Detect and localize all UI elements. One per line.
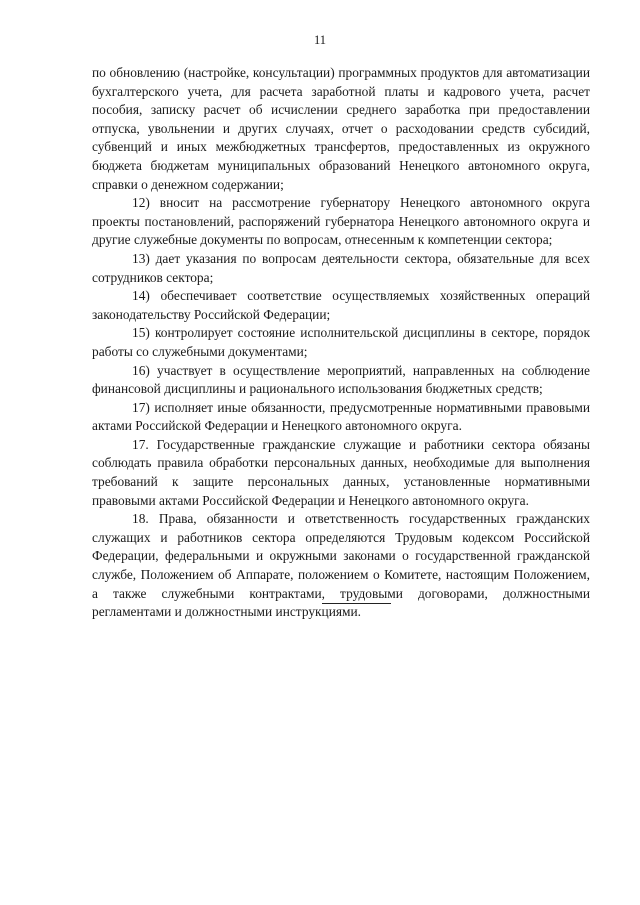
paragraph-item-13: 13) дает указания по вопросам деятельности сектора, обязательные для всех сотрудников сектора; <box>92 250 590 285</box>
page-number: 11 <box>313 33 327 47</box>
paragraph-section-18: 18. Права, обязанности и ответственность государственных гражданских служащих и работников сектора определяются Трудовым кодексом Российской Федерации, федеральными и окружными законами о государственной гражданской службе, Положением об Аппарате, положением о Комитете, настоящим Положением, а также служебными контрактами, трудовыми договорами, должностными регламентами и должностными инструкциями. <box>92 511 590 620</box>
paragraph-continuation: по обновлению (настройке, консультации) программных продуктов для автоматизации бухгалтерского учета, для расчета заработной платы и кадрового учета, расчет пособия, записку расчет об исчислении среднего заработка при предоставлении отпуска, увольнении и других случаях, отчет о расходовании средств субсидий, субвенций и иных межбюджетных трансфертов, предоставленных из окружного бюджета бюджетам муниципальных образований Ненецкого автономного округа, справки о денежном содержании; <box>92 65 590 192</box>
paragraph-item-12: 12) вносит на рассмотрение губернатору Ненецкого автономного округа проекты постановлений, распоряжений губернатора Ненецкого автономного округа и другие служебные документы по вопросам, отнесенным к компетенции сектора; <box>92 195 590 248</box>
paragraph-item-17-duties: 17) исполняет иные обязанности, предусмотренные нормативными правовыми актами Российской Федерации и Ненецкого автономного округа. <box>92 399 590 434</box>
paragraph-section-17: 17. Государственные гражданские служащие и работники сектора обязаны соблюдать правила обработки персональных данных, необходимые для выполнения требований к защите персональных данных, установленные нормативными правовыми актами Российской Федерации и Ненецкого автономного округа. <box>92 436 590 508</box>
document-body <box>92 64 590 622</box>
end-of-document-rule <box>322 603 391 604</box>
paragraph-item-16: 16) участвует в осуществление мероприятий, направленных на соблюдение финансовой дисциплины и рационального использования бюджетных средств; <box>92 362 590 397</box>
paragraph-item-15: 15) контролирует состояние исполнительской дисциплины в секторе, порядок работы со служебными документами; <box>92 325 590 359</box>
paragraph-item-14: 14) обеспечивает соответствие осуществляемых хозяйственных операций законодательству Российской Федерации; <box>92 288 590 322</box>
